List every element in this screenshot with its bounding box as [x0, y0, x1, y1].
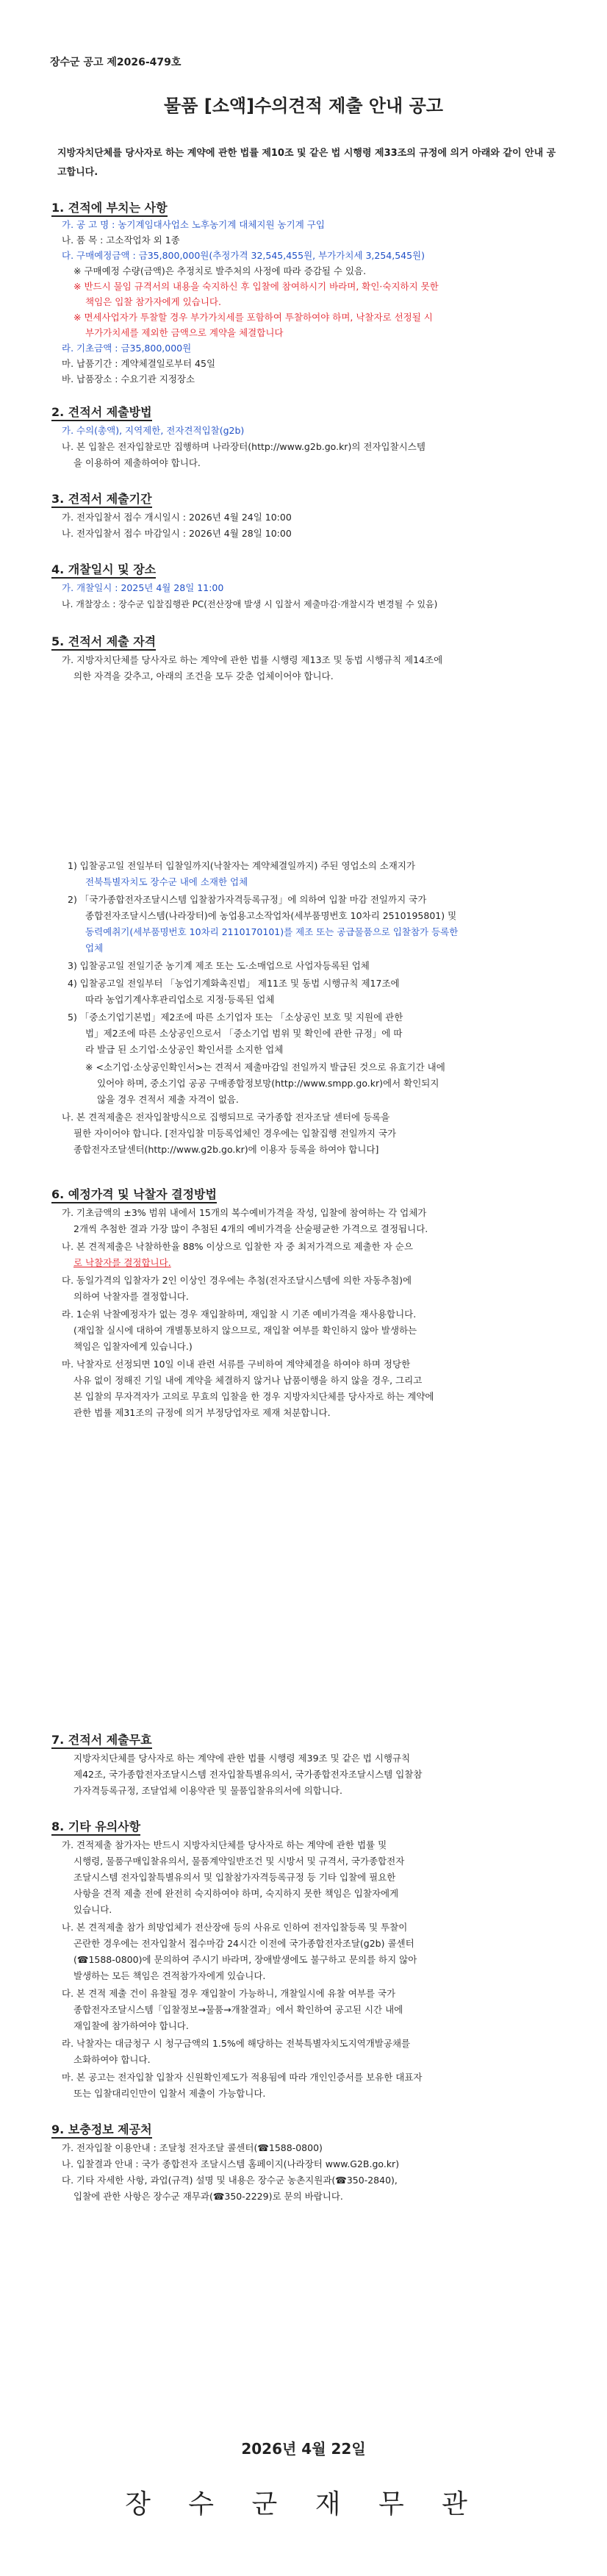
s8-item-e2: 또는 입찰대리인만이 입찰서 제출이 가능합니다. — [73, 2088, 266, 2099]
notice-number: 장수군 공고 제2026-479호 — [50, 57, 182, 68]
s5-req-5b: 법」제2조에 따른 소상공인으로서 「중소기업 범위 및 확인에 관한 규정」에 따 — [85, 1028, 403, 1039]
s7-para-2: 제42조, 국가종합전자조달시스템 전자입찰특별유의서, 국가종합전자조달시스템 입찰참 — [73, 1769, 423, 1780]
s1-item-e: 마. 납품기간 : 계약체결일로부터 45일 — [62, 358, 216, 369]
s1-item-b: 나. 품 목 : 고소작업차 외 1종 — [62, 235, 180, 246]
section-9-heading: 9. 보충정보 제공처 — [51, 2120, 152, 2137]
s5-req-5-note3: 않을 경우 견적서 제출 자격이 없음. — [97, 1094, 239, 1105]
s9-item-c1: 다. 기타 자세한 사항, 과업(규격) 설명 및 내용은 장수군 농촌지원과(☎350-2840), — [62, 2175, 398, 2186]
s5-req-1b: 전북특별자치도 장수군 내에 소재한 업체 — [85, 876, 248, 887]
notice-date: 2026년 4월 22일 — [241, 2440, 366, 2458]
s8-item-c3: 재입찰에 참가하여야 합니다. — [73, 2020, 189, 2031]
s2-item-b2: 을 이용하여 제출하여야 합니다. — [73, 457, 201, 468]
s8-item-b2: 곤란한 경우에는 전자입찰서 접수마감 24시간 이전에 국가종합전자조달(g2b) 콜센터 — [73, 1938, 414, 1949]
s9-item-b: 나. 입찰결과 안내 : 국가 종합전자 조달시스템 홈페이지(나라장터 www.G2B.go.kr) — [62, 2158, 400, 2169]
s2-item-a: 가. 수의(총액), 지역제한, 전자견적입찰(g2b) — [62, 425, 245, 436]
s6-item-c2: 의하여 낙찰자를 결정합니다. — [73, 1291, 189, 1302]
section-5-heading: 5. 견적서 제출 자격 — [51, 632, 156, 649]
s6-item-e1: 마. 낙찰자로 선정되면 10일 이내 관련 서류를 구비하여 계약체결을 하여야 하며 정당한 — [62, 1359, 411, 1370]
s5-item-b2: 필한 자이어야 합니다. [전자입찰 미등록업체인 경우에는 입찰집행 전일까지 국가 — [73, 1128, 397, 1139]
s6-item-e3: 본 입찰의 무자격자가 고의로 무효의 입찰을 한 경우 지방자치단체를 당사자로 하는 계약에 — [73, 1391, 434, 1402]
s5-req-5c: 라 발급 된 소기업·소상공인 확인서를 소지한 업체 — [85, 1044, 284, 1055]
section-1-heading: 1. 견적에 부치는 사항 — [51, 198, 168, 215]
s8-item-c2: 종합전자조달시스템「입찰정보→물품→개찰결과」에서 확인하여 공고된 시간 내에 — [73, 2004, 403, 2015]
intro-paragraph: 지방자치단체를 당사자로 하는 계약에 관한 법률 제10조 및 같은 법 시행령 제33조의 규정에 의거 아래와 같이 안내 공고합니다. — [57, 148, 556, 178]
s5-item-b1: 나. 본 견적제출은 전자입찰방식으로 집행되므로 국가종합 전자조달 센터에 등록을 — [62, 1112, 390, 1123]
s1-note-2b: 책임은 입찰 참가자에게 있습니다. — [85, 296, 221, 307]
signer-name: 장 수 군 재 무 관 — [125, 2489, 482, 2519]
s5-req-4a: 4) 입찰공고일 전일부터 「농업기계화촉진법」 제11조 및 동법 시행규칙 제17조에 — [68, 978, 400, 989]
s1-note-2a: ※ 반드시 물임 규격서의 내용을 숙지하신 후 입찰에 참여하시기 바라며, 확인·숙지하지 못한 — [73, 281, 439, 292]
s8-item-a2: 시행령, 물품구매입찰유의서, 물품계약일반조건 및 시방서 및 규격서, 국가종합전자 — [73, 1856, 405, 1867]
s8-item-d1: 라. 낙찰자는 대금청구 시 청구금액의 1.5%에 해당하는 전북특별자치도지역개발공채를 — [62, 2038, 411, 2049]
s8-item-e1: 마. 본 공고는 전자입찰 입찰자 신원확인제도가 적용됨에 따라 개인인증서를 보유한 대표자 — [62, 2072, 423, 2083]
s9-item-c2: 입찰에 관한 사항은 장수군 재무과(☎350-2229)로 문의 바랍니다. — [73, 2191, 343, 2202]
s1-note-1: ※ 구매예정 수량(금액)은 추정치로 발주처의 사정에 따라 증감될 수 있음. — [73, 265, 367, 276]
s5-item-b3: 종합전자조달센터(http://www.g2b.go.kr)에 이용자 등록을 하여야 합니다] — [73, 1144, 379, 1155]
s1-note-3b: 부가가치세를 제외한 금액으로 계약을 체결합니다 — [85, 327, 284, 338]
section-7-heading: 7. 견적서 제출무효 — [51, 1731, 152, 1747]
s1-note-3a: ※ 면세사업자가 투찰할 경우 부가가치세를 포함하여 투찰하여야 하며, 낙찰자로 선정될 시 — [73, 312, 433, 323]
s5-req-2a: 2) 「국가종합전자조달시스템 입찰참가자격등록규정」에 의하여 입찰 마감 전일까지 국가 — [68, 894, 427, 905]
s8-item-a1: 가. 견적제출 참가자는 반드시 지방자치단체를 당사자로 하는 계약에 관한 법률 및 — [62, 1839, 387, 1850]
s6-item-d2: (재입찰 실시에 대하여 개별통보하지 않으므로, 재입찰 여부를 확인하지 않아 발생하는 — [73, 1325, 417, 1336]
s5-req-2c: 동력예취기(세부품명번호 10차리 2110170101)를 제조 또는 공급물품으로 입찰참가 등록한 — [85, 926, 459, 937]
s5-req-2b: 종합전자조달시스템(나라장터)에 농업용고소작업차(세부품명번호 10차리 2510195801) 및 — [85, 910, 457, 921]
s5-req-4b: 따라 농업기계사후관리업소로 지정·등록된 업체 — [85, 994, 275, 1005]
section-6-heading: 6. 예정가격 및 낙찰자 결정방법 — [51, 1185, 217, 1202]
s4-item-a: 가. 개찰일시 : 2025년 4월 28일 11:00 — [62, 582, 224, 593]
s1-item-d: 라. 기초금액 : 금35,800,000원 — [62, 343, 192, 354]
s8-item-b4: 발생하는 모든 책임은 견적참가자에게 있습니다. — [73, 1970, 266, 1981]
s6-item-a1: 가. 기초금액의 ±3% 범위 내에서 15개의 복수예비가격을 작성, 입찰에 참여하는 각 업체가 — [62, 1207, 427, 1218]
s5-req-5-note2: 있어야 하며, 중소기업 공공 구매종합정보망(http://www.smpp.go.kr)에서 확인되지 — [97, 1078, 439, 1089]
section-3-heading: 3. 견적서 제출기간 — [51, 490, 152, 507]
s6-item-d1: 라. 1순위 낙찰예정자가 없는 경우 재입찰하며, 재입찰 시 기존 예비가격을 재사용합니다. — [62, 1309, 417, 1320]
s6-item-e2: 사유 없이 정해진 기일 내에 계약을 체결하지 않거나 납품이행을 하지 않을 경우, 그리고 — [73, 1375, 423, 1386]
s8-item-b3: (☎1588-0800)에 문의하여 주시기 바라며, 장애발생에도 불구하고 문의를 하지 않아 — [73, 1954, 417, 1965]
s3-item-b: 나. 전자입찰서 접수 마감일시 : 2026년 4월 28일 10:00 — [62, 528, 292, 539]
s8-item-c1: 다. 본 견적 제출 건이 유찰될 경우 재입찰이 가능하니, 개찰일시에 유찰 여부를 국가 — [62, 1988, 396, 1999]
s4-item-b: 나. 개찰장소 : 장수군 입찰집행관 PC(전산장애 발생 시 입찰서 제출마감·개찰시각 변경될 수 있음) — [62, 599, 438, 609]
s6-item-b1: 나. 본 견적제출은 낙찰하한율 88% 이상으로 입찰한 자 중 최저가격으로 제출한 자 순으 — [62, 1241, 413, 1252]
s1-item-c: 다. 구매예정금액 : 금35,800,000원(추정가격 32,545,455원, 부가가치세 3,254,545원) — [62, 250, 425, 261]
section-4-heading: 4. 개찰일시 및 장소 — [51, 560, 156, 577]
s2-item-b1: 나. 본 입찰은 전자입찰로만 집행하며 나라장터(http://www.g2b.go.kr)의 전자입찰시스템 — [62, 441, 425, 452]
s8-item-a3: 조달시스템 전자입찰특별유의서 및 입찰참가자격등록규정 등 기타 입찰에 필요한 — [73, 1872, 396, 1883]
s8-item-b1: 나. 본 견적제출 참가 희망업체가 전산장애 등의 사유로 인하여 전자입찰등록 및 투찰이 — [62, 1922, 408, 1933]
page-title: 물품 [소액]수의견적 제출 안내 공고 — [164, 96, 443, 116]
s6-item-c1: 다. 동일가격의 입찰자가 2인 이상인 경우에는 추첨(전자조달시스템에 의한 자동추첨)에 — [62, 1275, 412, 1286]
s5-item-a1: 가. 지방자치단체를 당사자로 하는 계약에 관한 법률 시행령 제13조 및 동법 시행규칙 제14조에 — [62, 654, 443, 665]
s3-item-a: 가. 전자입찰서 접수 개시일시 : 2026년 4월 24일 10:00 — [62, 512, 292, 523]
section-2-heading: 2. 견적서 제출방법 — [51, 403, 152, 420]
s5-req-3: 3) 입찰공고일 전일기준 농기계 제조 또는 도·소매업으로 사업자등록된 업체 — [68, 960, 370, 971]
s9-item-a: 가. 전자입찰 이용안내 : 조달청 전자조달 콜센터(☎1588-0800) — [62, 2142, 323, 2153]
section-8-heading: 8. 기타 유의사항 — [51, 1817, 140, 1834]
s6-item-e4: 관한 법률 제31조의 규정에 의거 부정당업자로 제재 처분합니다. — [73, 1407, 331, 1418]
s7-para-3: 가자격등록규정, 조달업체 이용약관 및 물품입찰유의서에 의합니다. — [73, 1785, 342, 1796]
s5-req-5-note1: ※ <소기업·소상공인확인서>는 견적서 제출마감일 전일까지 발급된 것으로 유효기간 내에 — [85, 1062, 445, 1073]
s5-item-a2: 의한 자격을 갖추고, 아래의 조건을 모두 갖춘 업체이어야 합니다. — [73, 670, 334, 681]
s8-item-d2: 소화하여야 합니다. — [73, 2054, 151, 2065]
s8-item-a5: 있습니다. — [73, 1904, 112, 1915]
s5-req-2d: 업체 — [85, 942, 104, 954]
s6-item-a2: 2개씩 추첨한 결과 가장 많이 추첨된 4개의 예비가격을 산술평균한 가격으로 결정됩니다. — [73, 1223, 428, 1234]
s5-req-5a: 5) 「중소기업기본법」제2조에 따른 소기업자 또는 「소상공인 보호 및 지원에 관한 — [68, 1012, 403, 1023]
s8-item-a4: 사항을 견적 제출 전에 완전히 숙지하여야 하며, 숙지하지 못한 책임은 입찰자에게 — [73, 1888, 399, 1899]
s6-item-d3: 책임은 입찰자에게 있습니다.) — [73, 1341, 193, 1352]
s5-req-1a: 1) 입찰공고일 전일부터 입찰일까지(낙찰자는 계약체결일까지) 주된 영업소의 소재지가 — [68, 860, 416, 871]
s7-para-1: 지방자치단체를 당사자로 하는 계약에 관한 법률 시행령 제39조 및 같은 법 시행규칙 — [73, 1753, 411, 1764]
s1-item-f: 바. 납품장소 : 수요기관 지정장소 — [62, 373, 195, 384]
s1-item-a: 가. 공 고 명 : 농기계임대사업소 노후농기계 대체지원 농기계 구입 — [62, 219, 325, 230]
s6-item-b2: 로 낙찰자를 결정합니다. — [73, 1257, 171, 1268]
